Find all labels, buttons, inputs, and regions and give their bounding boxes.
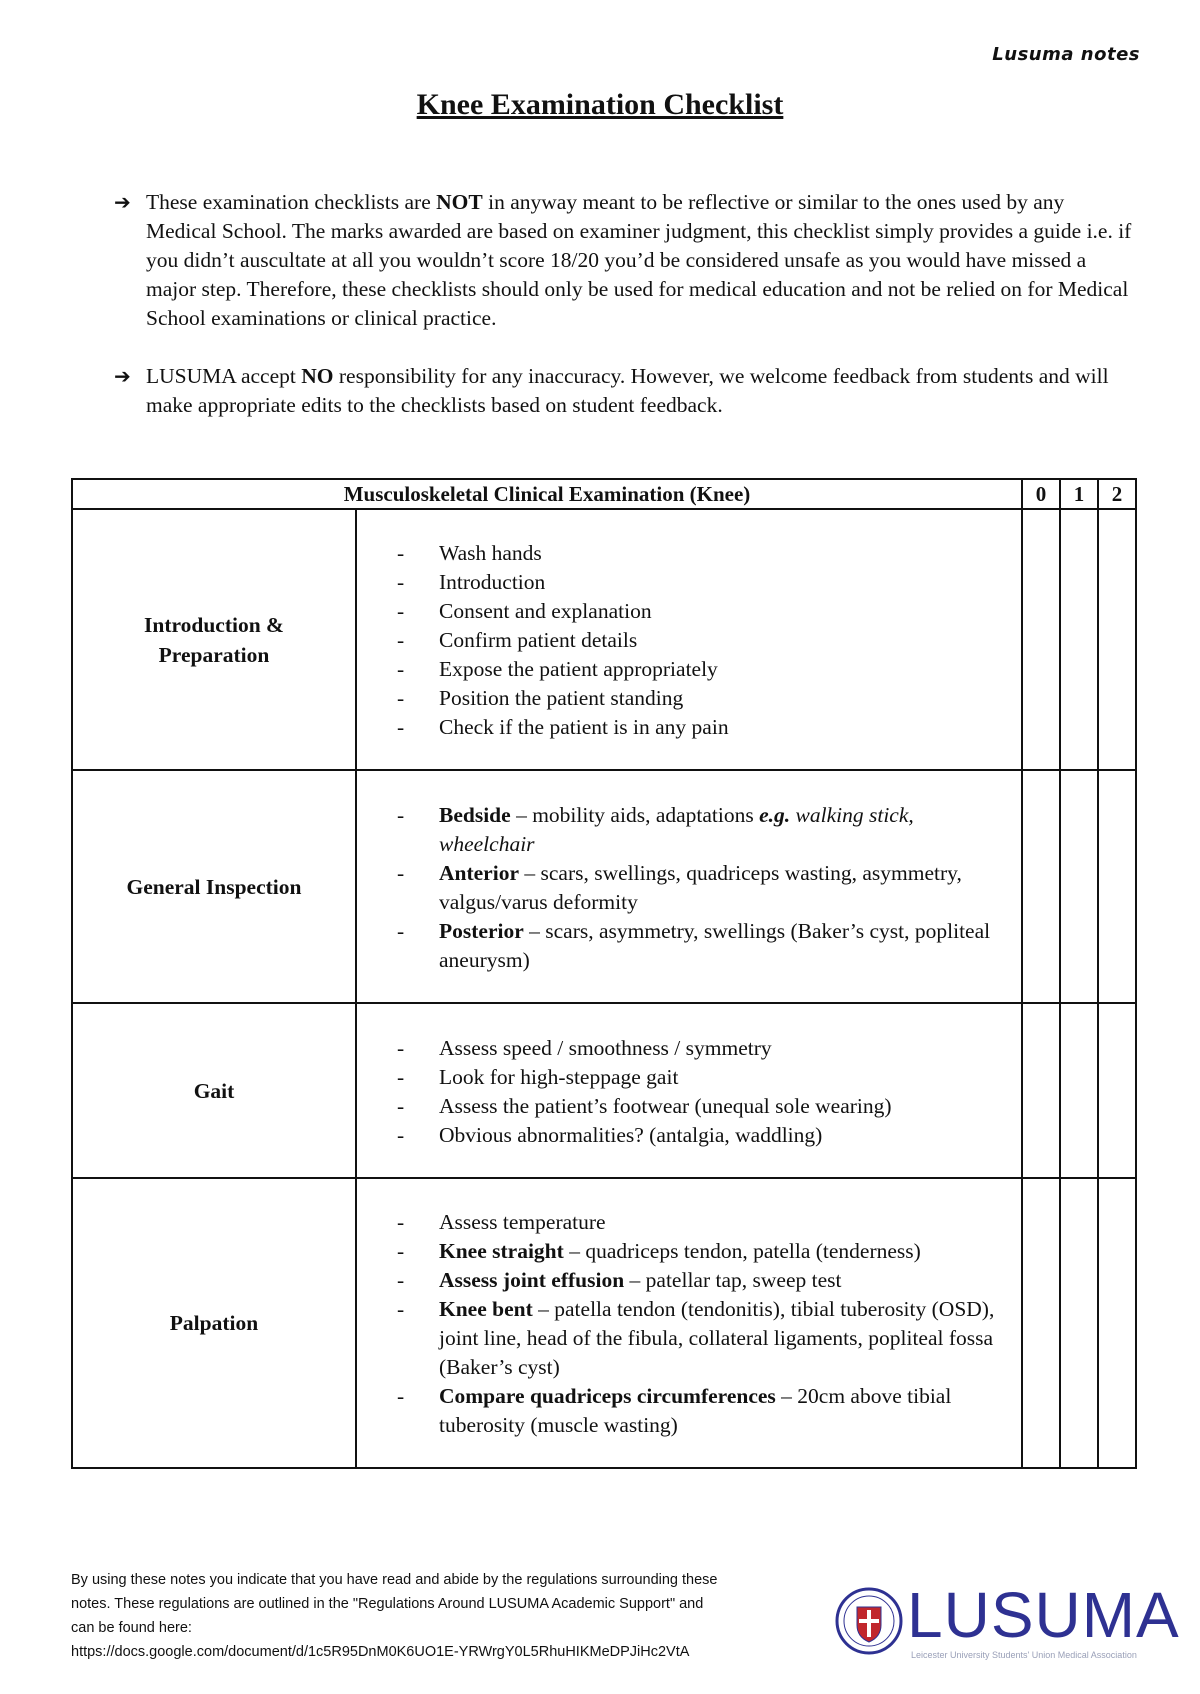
score-cell[interactable]	[1060, 509, 1098, 770]
section-items	[356, 509, 1022, 770]
arrow-icon: ➔	[114, 190, 131, 214]
list-item: - Posterior – scars, asymmetry, swellings (Baker’s cyst, popliteal aneurysm)	[397, 917, 1011, 975]
list-item: - Anterior – scars, swellings, quadriceps wasting, asymmetry, valgus/varus deformity	[397, 859, 1011, 917]
footer-line: can be found here:	[71, 1620, 192, 1636]
footer-line: By using these notes you indicate that you have read and abide by the regulations surrounding these	[71, 1572, 718, 1588]
list-item: - Knee straight – quadriceps tendon, patella (tenderness)	[397, 1237, 1011, 1266]
list-item: - Wash hands	[397, 539, 1011, 568]
seal-icon	[835, 1587, 903, 1655]
list-item: - Confirm patient details	[397, 626, 1011, 655]
intro-bullet: ➔ These examination checklists are NOT in anyway meant to be reflective or similar to the ones used by any Medical School. The marks awarded are based on examiner judgment, this checklist simply provides a guide i.e. if you didn’t auscultate at all you wouldn’t score 18/20 you’d be considered unsafe as you would have missed a major step. Therefore, these checklists should only be used for medical education and not be relied on for Medical School examinations or clinical practice.	[114, 188, 1134, 333]
list-item: - Assess the patient’s footwear (unequal sole wearing)	[397, 1092, 1011, 1121]
score-cell[interactable]	[1022, 1178, 1060, 1468]
arrow-icon: ➔	[114, 364, 131, 388]
score-cell[interactable]	[1060, 1003, 1098, 1178]
list-item: - Obvious abnormalities? (antalgia, waddling)	[397, 1121, 1011, 1150]
section-label: Palpation	[72, 1178, 356, 1468]
lusuma-logo	[835, 1579, 1180, 1662]
list-item: - Look for high-steppage gait	[397, 1063, 1011, 1092]
score-cell[interactable]	[1098, 1178, 1136, 1468]
score-header: 2	[1098, 479, 1136, 509]
logo-wordmark: LUSUMA	[907, 1579, 1180, 1651]
table-row	[72, 770, 1136, 1003]
footer-link[interactable]: https://docs.google.com/document/d/1c5R95DnM0K6UO1E-YRWrgY0L5RhuHIKMeDPJiHc2VtA	[71, 1644, 690, 1660]
list-item: - Bedside – mobility aids, adaptations e.g. walking stick, wheelchair	[397, 801, 1011, 859]
score-cell[interactable]	[1022, 770, 1060, 1003]
score-cell[interactable]	[1022, 509, 1060, 770]
score-cell[interactable]	[1098, 509, 1136, 770]
section-label: Introduction & Preparation	[72, 509, 356, 770]
section-label: General Inspection	[72, 770, 356, 1003]
list-item: - Assess temperature	[397, 1208, 1011, 1237]
table-header: Musculoskeletal Clinical Examination (Knee)	[72, 479, 1022, 509]
score-cell[interactable]	[1060, 1178, 1098, 1468]
table-header-row	[72, 479, 1136, 509]
section-items	[356, 770, 1022, 1003]
list-item: - Introduction	[397, 568, 1011, 597]
list-item: - Knee bent – patella tendon (tendonitis), tibial tuberosity (OSD), joint line, head of the fibula, collateral ligaments, popliteal fossa (Baker’s cyst)	[397, 1295, 1011, 1382]
score-cell[interactable]	[1098, 1003, 1136, 1178]
list-item: - Assess speed / smoothness / symmetry	[397, 1034, 1011, 1063]
section-label: Gait	[72, 1003, 356, 1178]
list-item: - Consent and explanation	[397, 597, 1011, 626]
section-items	[356, 1178, 1022, 1468]
page-title: Knee Examination Checklist	[416, 88, 784, 121]
footer-line: notes. These regulations are outlined in the "Regulations Around LUSUMA Academic Support" and	[71, 1596, 704, 1612]
table-row	[72, 1178, 1136, 1468]
section-items	[356, 1003, 1022, 1178]
score-header: 0	[1022, 479, 1060, 509]
intro-bullet: ➔ LUSUMA accept NO responsibility for any inaccuracy. However, we welcome feedback from students and will make appropriate edits to the checklists based on student feedback.	[114, 362, 1134, 420]
score-cell[interactable]	[1098, 770, 1136, 1003]
list-item: - Position the patient standing	[397, 684, 1011, 713]
score-cell[interactable]	[1060, 770, 1098, 1003]
score-header: 1	[1060, 479, 1098, 509]
score-cell[interactable]	[1022, 1003, 1060, 1178]
table-row	[72, 1003, 1136, 1178]
list-item: - Check if the patient is in any pain	[397, 713, 1011, 742]
list-item: - Compare quadriceps circumferences – 20cm above tibial tuberosity (muscle wasting)	[397, 1382, 1011, 1440]
intro-disclaimer	[114, 188, 1134, 449]
list-item: - Assess joint effusion – patellar tap, sweep test	[397, 1266, 1011, 1295]
table-row	[72, 509, 1136, 770]
footer-notice	[71, 1568, 811, 1664]
list-item: - Expose the patient appropriately	[397, 655, 1011, 684]
checklist-table	[71, 478, 1137, 1469]
brand-note: Lusuma notes	[992, 44, 1140, 65]
logo-subtitle: Leicester University Students' Union Medical Association	[911, 1650, 1137, 1660]
